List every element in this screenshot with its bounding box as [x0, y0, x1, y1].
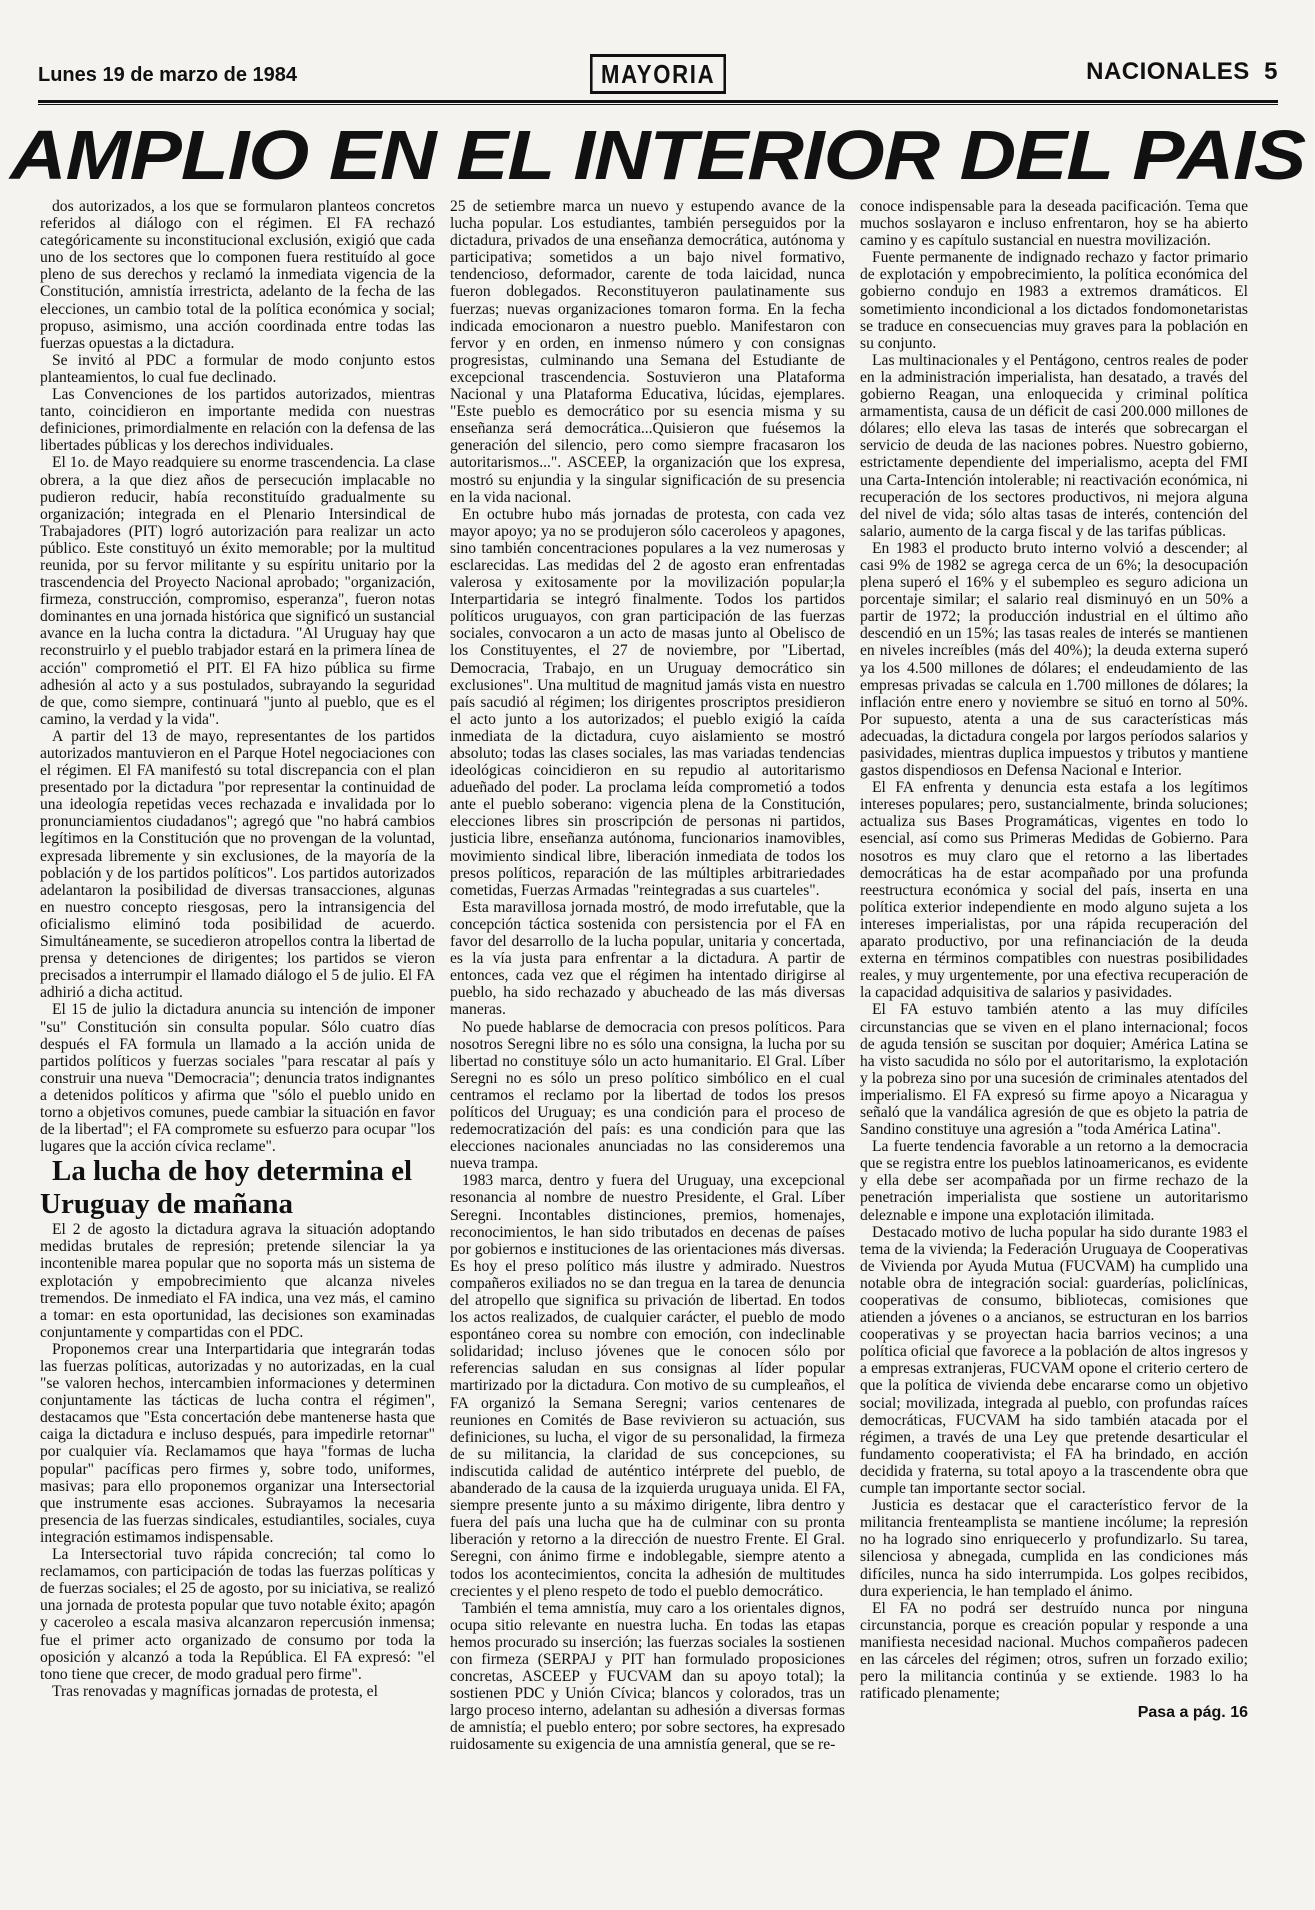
paragraph: Las Convenciones de los partidos autorizados, mientras tanto, coincidieron en importante medida con nuestras definiciones, primordialmente en relación con la defensa de las libertades públicas y los derechos individuales.	[40, 386, 435, 455]
article-column-1	[40, 198, 435, 1898]
paragraph: 25 de setiembre marca un nuevo y estupendo avance de la lucha popular. Los estudiantes, también perseguidos por la dictadura, privados de una enseñanza democrática, autónoma y participativa; sometidos a un bajo nivel formativo, tendencioso, deformador, carente de toda laicidad, nunca fueron doblegados. Reconstituyeron paulatinamente sus fuerzas; nuevas organizaciones tomaron forma. En la fecha indicada emocionaron a nuestro pueblo. Manifestaron con fervor y en orden, en inmenso número y con consignas progresistas, culminando una Semana del Estudiante de excepcional trascendencia. Sostuvieron una Plataforma Nacional y una Plataforma Educativa, lúcidas, ejemplares. "Este pueblo es democrático por su esencia misma y su enseñanza será democrática...Quisieron que fuésemos la generación del silencio, pero como siempre fracasaron los autoritarismos...". ASCEEP, la organización que los expresa, mostró su enjundia y la singular significación de su presencia en la vida nacional.	[450, 198, 845, 506]
paragraph: El FA no podrá ser destruído nunca por ninguna circunstancia, porque es creación popular y responde a una manifiesta necesidad nacional. Muchos compañeros padecen en las cárceles del régimen; otros, sufren un forzado exilio; pero la militancia continúa y se extiende. 1983 lo ha ratificado plenamente;	[860, 1599, 1248, 1703]
paragraph: La fuerte tendencia favorable a un retorno a la democracia que se registra entre los pueblos latinoamericanos, es evidente y ella debe ser acompañada por un firme rechazo de la penetración imperialista que sostiene un autoritarismo deleznable e impone una explotación ilimitada.	[860, 1138, 1248, 1224]
paragraph: dos autorizados, a los que se formularon planteos concretos referidos al diálogo con el régimen. El FA rechazó categóricamente su inconstitucional exclusión, exigió que cada uno de los sectores que lo componen fuera restituído al goce pleno de sus derechos y reclamó la inmediata vigencia de la Constitución, amnistía irrestricta, adelanto de la fecha de las elecciones, un cambio total de la política económica y social; propuso, asimismo, una acción coordinada entre todas las fuerzas opuestas a la dictadura.	[40, 198, 435, 352]
paragraph: El 15 de julio la dictadura anuncia su intención de imponer "su" Constitución sin consulta popular. Sólo cuatro días después el FA formula un llamado a la acción unida de partidos políticos y fuerzas sociales "para rescatar al país y construir una nueva "Democracia"; denuncia tratos indignantes a detenidos políticos y afirma que "sólo el pueblo unido en torno a objetivos comunes, puede cambiar la situación en favor de la libertad"; el FA compromete su esfuerzo para ocupar "los lugares que la acción cívica reclame".	[40, 1001, 435, 1156]
masthead	[38, 52, 1278, 92]
paragraph: Justicia es destacar que el característico fervor de la militancia frenteamplista se mantiene incólume; la represión no ha logrado sino enriquecerlo y profundizarlo. Su tarea, silenciosa y abnegada, cumplida en las condiciones más difíciles, nunca ha sido interrumpida. Los golpes recibidos, dura experiencia, le han templado el ánimo.	[860, 1497, 1248, 1600]
continued-on-page-note: Pasa a pág. 16	[1137, 1704, 1248, 1722]
paragraph: El FA estuvo también atento a las muy difíciles circunstancias que se viven en el plano internacional; focos de aguda tensión se suscitan por doquier; América Latina se ha visto sacudida no sólo por el autoritarismo, la explotación y la pobreza sino por una sucesión de criminales atentados del imperialismo. El FA expresó su firme apoyo a Nicaragua y señaló que la vandálica agresión de que es objeto la patria de Sandino constituye una agresión a "toda América Latina".	[860, 1001, 1248, 1139]
section-label	[1086, 58, 1278, 86]
paragraph: Destacado motivo de lucha popular ha sido durante 1983 el tema de la vivienda; la Federación Uruguaya de Cooperativas de Vivienda por Ayuda Mutua (FUCVAM) ha cumplido una notable obra de integración social: guarderías, policlínicas, cooperativas de consumo, bibliotecas, comisiones que atienden a jóvenes o a ancianos, se estructuran en los barrios cooperativas y se proyectan hacia barrios vecinos; a una política oficial que favorece a la población de altos ingresos y a empresas extranjeras, FUCVAM opone el criterio certero de que la política de vivienda debe encararse como un objetivo social; movilizada, integrada al pueblo, con profundas raíces democráticas, FUCVAM ha sido también atacada por el régimen, a través de una Ley que pretende desarticular el fundamento cooperativista; el FA ha brindado, en acción decidida y fraterna, su total apoyo a la trascendente obra que cumple tan importante sector social.	[860, 1223, 1248, 1498]
paragraph: El 2 de agosto la dictadura agrava la situación adoptando medidas brutales de represión; pretende silenciar la ya incontenible marea popular que no soporta más un sistema de explotación y empobrecimiento que alcanza niveles tremendos. De inmediato el FA indica, una vez más, el camino a tomar: en esta oportunidad, las decisiones son examinadas conjuntamente y compartidas con el PDC.	[40, 1221, 435, 1341]
newspaper-logo: MAYORIA	[590, 54, 726, 94]
article-column-2	[450, 198, 845, 1898]
headline: AMPLIO EN EL INTERIOR DEL PAIS	[9, 116, 1305, 194]
page-number: 5	[1264, 58, 1278, 85]
paragraph: También el tema amnistía, muy caro a los orientales dignos, ocupa sitio relevante en nuestra lucha. En todas las etapas hemos procurado su inserción; las fuerzas sociales la sostienen con firmeza (SERPAJ y PIT han formulado proposiciones concretas, ASCEEP y FUCVAM dan su apoyo total); la sostienen PDC y Unión Cívica; blancos y colorados, tras un largo proceso interno, adelantan su adhesión a diversas formas de amnistía; el pueblo entero; por sobre sectores, ha expresado ruidosamente su exigencia de una amnistía general, que se re-	[450, 1599, 845, 1754]
header-rule-thick	[38, 100, 1278, 103]
section-name: NACIONALES	[1086, 58, 1250, 85]
paragraph: El FA enfrenta y denuncia esta estafa a los legítimos intereses populares; pero, sustancialmente, brinda soluciones; actualiza sus Bases Programáticas, vigentes en todo lo esencial, así como sus Primeras Medidas de Gobierno. Para nosotros es muy claro que el retorno a las libertades democráticas ha de estar acompañado por una profunda reestructura económica y social del país, inserta en una política exterior independiente en modo alguno sujeta a los intereses imperialistas, por una rápida recuperación del aparato productivo, por una refinanciación de la deuda externa en términos compatibles con nuestras posibilidades reales, y muy urgentemente, por una efectiva recuperación de la capacidad adquisitiva de salarios y pasividades.	[860, 779, 1248, 1002]
paragraph: conoce indispensable para la deseada pacificación. Tema que muchos soslayaron e incluso enfrentaron, hoy se ha abierto camino y es capítulo sustancial en nuestra movilización.	[860, 198, 1248, 250]
issue-date: Lunes 19 de marzo de 1984	[38, 64, 298, 86]
paragraph: En octubre hubo más jornadas de protesta, con cada vez mayor apoyo; ya no se produjeron sólo caceroleos y apagones, sino también concentraciones populares a la vez numerosas y esclarecidas. Las medidas del 2 de agosto eran enfrentadas valerosa y exitosamente por la movilización popular;la Interpartidaria se integró finalmente. Todos los partidos políticos uruguayos, con gran participación de las fuerzas sociales, convocaron a un acto de masas junto al Obelisco de los Constituyentes, el 27 de noviembre, por "Libertad, Democracia, Trabajo, en un Uruguay democrático sin exclusiones". Una multitud de magnitud jamás vista en nuestro país sacudió al régimen; los dirigentes proscriptos presidieron el acto junto a los autorizados; el pueblo exigió la caída inmediata de la dictadura, cuyo aislamiento se mostró absoluto; todas las clases sociales, las mas variadas tendencias ideológicas coincidieron en su repudio al autoritarismo adueñado del poder. La proclama leída comprometió a todos ante el pueblo soberano: vigencia plena de la Constitución, elecciones libres sin proscripción de personas ni partidos, justicia libre, enseñanza autónoma, funcionarios inamovibles, movimiento sindical libre, liberación inmediata de todos los presos políticos, reparación de las múltiples arbitrariedades cometidas, Fuerzas Armadas "reintegradas a sus cuarteles".	[450, 505, 845, 899]
paragraph: Se invitó al PDC a formular de modo conjunto estos planteamientos, lo cual fue declinado.	[40, 351, 435, 386]
paragraph: Fuente permanente de indignado rechazo y factor primario de explotación y empobrecimiento, la política económica del gobierno condujo en 1983 a extremos dramáticos. El sometimiento incondicional a los dictados fondomonetaristas se traduce en consecuencias muy graves para la población en su conjunto.	[860, 249, 1248, 352]
subheading: La lucha de hoy determina el Uruguay de mañana	[40, 1155, 413, 1221]
paragraph: En 1983 el producto bruto interno volvió a descender; al casi 9% de 1982 se agrega cerca de un 6%; la desocupación plena superó el 16% y el subempleo es seguro adiciona un porcentaje similar; el salario real disminuyó en un 50% a partir de 1972; la producción industrial en el último año descendió en un 15%; las tasas reales de interés se mantienen en niveles increíbles (más del 40%); la deuda externa superó ya los 4.500 millones de dólares; el endeudamiento de las empresas privadas se calcula en 1.700 millones de dólares; la inflación entre enero y noviembre se situó en torno al 50%. Por supuesto, atenta a una de sus características más adecuadas, la dictadura congela por largos períodos salarios y pasividades, mientras duplica impuestos y tributos y mantiene gastos dispendiosos en Defensa Nacional e Interior.	[860, 539, 1248, 780]
header-rule-thin	[38, 104, 1278, 105]
paragraph: Las multinacionales y el Pentágono, centros reales de poder en la administración imperialista, han desatado, a través del gobierno Reagan, una enloquecida y criminal política armamentista, causa de un déficit de casi 200.000 millones de dólares; ello eleva las tasas de interés que sobrecargan el servicio de deuda de las naciones pobres. Nuestro gobierno, estrictamente dependiente del imperialismo, acepta del FMI una Carta-Intención intolerable; ni reactivación económica, ni recuperación de los sectores productivos, ni mejora alguna del nivel de vida; sólo altas tasas de interés, contención del salario, aumento de la carga fiscal y de las tarifas públicas.	[860, 351, 1248, 540]
paragraph: Tras renovadas y magníficas jornadas de protesta, el	[52, 1682, 378, 1700]
paragraph: A partir del 13 de mayo, representantes de los partidos autorizados mantuvieron en el Parque Hotel negociaciones con el régimen. El FA manifestó su total discrepancia con el plan presentado por la dictadura "por representar la continuidad de una ideología repetidas veces rechazada e invalidada por lo pronunciamientos ciudadanos"; agregó que "no habrá cambios legítimos en la Constitución que no provengan de la voluntad, expresada libremente y sin exclusiones, de la mayoría de la población y de los partidos políticos". Los partidos autorizados adelantaron la posibilidad de diversas transacciones, algunas en nuestro concepto riesgosas, pero la intransigencia del oficialismo eliminó toda posibilidad de acuerdo. Simultáneamente, se sucedieron atropellos contra la libertad de prensa y detenciones de dirigentes; los partidos se vieron precisados a interrumpir el llamado diálogo el 5 de julio. El FA adhirió a dicha actitud.	[40, 727, 435, 1002]
paragraph: El 1o. de Mayo readquiere su enorme trascendencia. La clase obrera, a la que diez años de persecución implacable no pudieron reducir, había reconstituído gradualmente su organización; integrada en el Plenario Intersindical de Trabajadores (PIT) logró autorización para realizar un acto público. Este constituyó un éxito memorable; por la multitud reunida, por su fervor militante y su espíritu unitario por la trascendencia del Proyecto Nacional aprobado; "organización, firmeza, construcción, compromiso, esperanza", fueron notas dominantes en una jornada histórica que significó un sustancial avance en la lucha contra la dictadura. "Al Uruguay hay que reconstruirlo y el pueblo trabjador estará en la primera línea de acción" comprometió el PIT. El FA hizo pública su firme adhesión al acto y a sus postulados, subrayando la seguridad de que, como siempre, continuará "junto al pueblo, que es el camino, la verdad y la vida".	[40, 454, 435, 728]
paragraph: Proponemos crear una Interpartidaria que integrarán todas las fuerzas políticas, autorizadas y no autorizadas, en la cual "se valoren hechos, intercambien informaciones y determinen conjuntamente las tácticas de lucha contra el régimen", destacamos que "Esta concertación debe mantenerse hasta que caiga la dictadura e incluso después, para impedirle retornar" por cualquier vía. Reclamamos que haya "formas de lucha popular" pacíficas pero firmes y, sobre todo, uniformes, masivas; para ello proponemos organizar una Intersectorial que instrumente esas acciones. Subrayamos la necesaria presencia de las fuerzas sindicales, estudiantiles, sociales, cuya integración estimamos indispensable.	[40, 1340, 435, 1546]
paragraph: La Intersectorial tuvo rápida concreción; tal como lo reclamamos, con participación de todas las fuerzas políticas y de fuerzas sociales; el 25 de agosto, por su iniciativa, se realizó una jornada de protesta popular que tuvo notable éxito; apagón y caceroleo a escala masiva alcanzaron repercusión inmensa; fue el primer acto organizado de consumo por toda la oposición y alcanzó a toda la República. El FA expresó: "el tono tiene que crecer, de modo gradual pero firme".	[40, 1546, 435, 1683]
paragraph: 1983 marca, dentro y fuera del Uruguay, una excepcional resonancia al nombre de nuestro Presidente, el Gral. Líber Seregni. Incontables distinciones, premios, homenajes, reconocimientos, le han sido tributados en decenas de países por gobiernos e instituciones de las orientaciones más diversas. Es hoy el preso político más ilustre y admirado. Nuestros compañeros exiliados no se dan tregua en la tarea de denuncia del atropello que significa su privación de libertad. En todos los actos realizados, de cualquier carácter, el pueblo de modo espontáneo corea su nombre con emoción, con indeclinable solidaridad; incluso jóvenes que le conocen sólo por referencias saludan en sus consignas al líder popular martirizado por la dictadura. Con motivo de su cumpleaños, el FA organizó la Semana Seregni; varios centenares de reuniones en Comités de Base revivieron su actuación, sus definiciones, su lucha, el vigor de su personalidad, la firmeza de su militancia, la claridad de sus concepciones, su indiscutida calidad de auténtico intérprete del pueblo, de abanderado de la causa de la izquierda uruguaya unida. El FA, siempre presente junto a su máximo dirigente, libra dentro y fuera del país una lucha que ha de culminar con su pronta liberación y retorno a la dirección de nuestro Frente. El Gral. Seregni, con ánimo firme e indoblegable, siempre atento a todos los acontecimientos, concita la adhesión de multitudes crecientes y el pleno respeto de todo el pueblo democrático.	[450, 1172, 845, 1600]
paragraph: No puede hablarse de democracia con presos políticos. Para nosotros Seregni libre no es sólo una consigna, la lucha por su libertad no constituye sólo un acto humanitario. El Gral. Líber Seregni no es sólo un preso político simbólico en el cual centramos el reclamo por la libertad de todos los presos políticos del Uruguay; es una condición para el proceso de redemocratización del país: es una condición para que las elecciones nacionales anunciadas no las consideremos una nueva trampa.	[450, 1018, 845, 1173]
article-column-3	[860, 198, 1248, 1898]
paragraph: Esta maravillosa jornada mostró, de modo irrefutable, que la concepción táctica sostenida con persistencia por el FA en favor del desarrollo de la lucha popular, unitaria y concertada, es la vía justa para enfrentar a la dictadura. A partir de entonces, cada vez que el régimen ha intentado dirigirse al pueblo, ha sido rechazado y abucheado de las más diversas maneras.	[450, 898, 845, 1019]
